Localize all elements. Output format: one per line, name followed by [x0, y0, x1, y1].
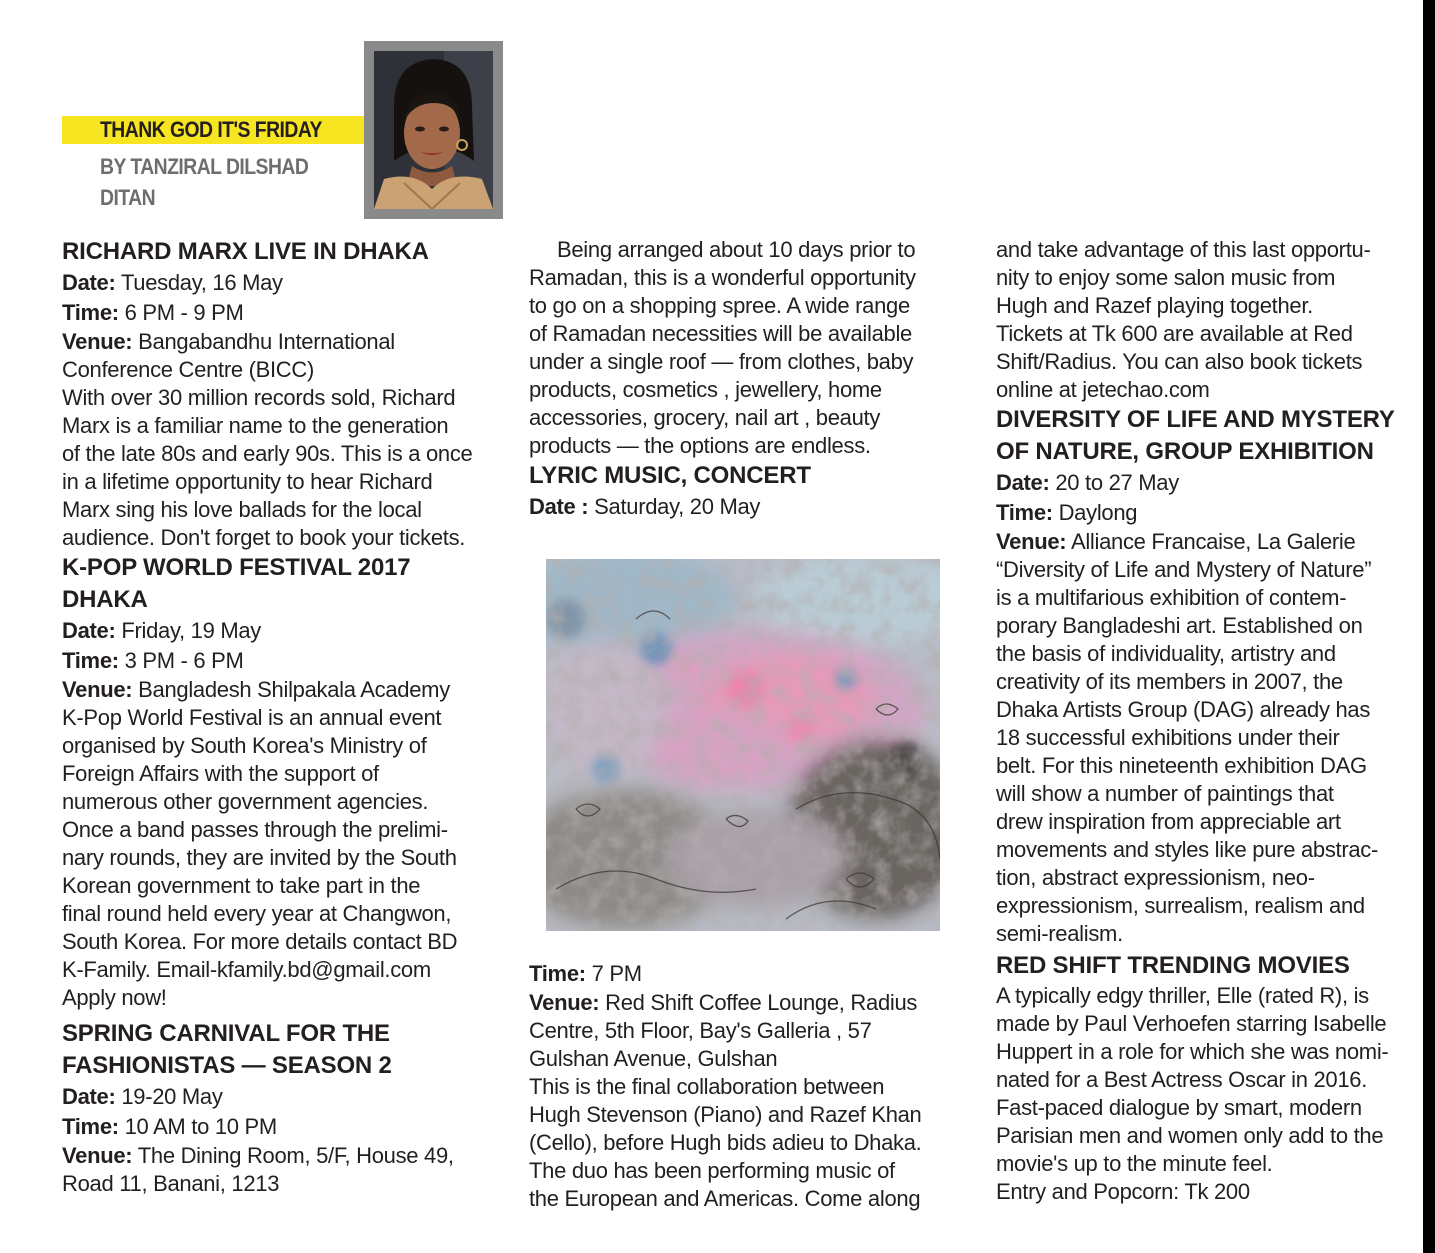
time-label: Time:: [62, 648, 119, 673]
body-line: “Diversity of Life and Mystery of Nature”: [996, 557, 1372, 582]
body-line: accessories, grocery, nail art , beauty: [529, 405, 881, 430]
body-line: Hugh Stevenson (Piano) and Razef Khan: [529, 1102, 922, 1127]
body-line: of the late 80s and early 90s. This is a once: [62, 441, 473, 466]
event-title: OF NATURE, GROUP EXHIBITION: [996, 438, 1374, 465]
body-line: This is the final collaboration between: [529, 1074, 885, 1099]
body-line: Tickets at Tk 600 are available at Red: [996, 321, 1353, 346]
time-value: 6 PM - 9 PM: [124, 300, 244, 325]
body-line: made by Paul Verhoefen starring Isabelle: [996, 1011, 1387, 1036]
body-line: online at jetechao.com: [996, 377, 1210, 402]
text-column-3: [996, 236, 1428, 1206]
body-line: movements and styles like pure abstrac-: [996, 837, 1379, 862]
body-line: semi-realism.: [996, 921, 1123, 946]
time-value: 7 PM: [591, 961, 642, 986]
date-value: 20 to 27 May: [1055, 470, 1179, 495]
event-title: DIVERSITY OF LIFE AND MYSTERY: [996, 406, 1395, 433]
body-line: K-Family. Email-kfamily.bd@gmail.com: [62, 957, 431, 982]
venue-label: Venue:: [62, 1143, 133, 1168]
body-line: The duo has been performing music of: [529, 1158, 895, 1183]
body-line: in a lifetime opportunity to hear Richard: [62, 469, 433, 494]
body-line: nity to enjoy some salon music from: [996, 265, 1336, 290]
body-line: porary Bangladeshi art. Established on: [996, 613, 1363, 638]
date-label: Date:: [62, 270, 116, 295]
body-line: final round held every year at Changwon,: [62, 901, 452, 926]
body-line: Once a band passes through the prelimi-: [62, 817, 448, 842]
time-label: Time:: [62, 1114, 119, 1139]
date-label: Date:: [62, 1084, 116, 1109]
venue-value: Bangladesh Shilpakala Academy: [138, 677, 450, 702]
column-title: THANK GOD IT'S FRIDAY: [100, 117, 322, 142]
author-portrait: [364, 41, 503, 219]
venue-label: Venue:: [62, 329, 133, 354]
body-line: Hugh and Razef playing together.: [996, 293, 1313, 318]
body-line: movie's up to the minute feel.: [996, 1151, 1273, 1176]
byline-line: BY TANZIRAL DILSHAD: [100, 154, 309, 179]
date-label: Date:: [996, 470, 1050, 495]
date-label: Date:: [62, 618, 116, 643]
body-line: of Ramadan necessities will be available: [529, 321, 912, 346]
event-title: RICHARD MARX LIVE IN DHAKA: [62, 238, 429, 265]
body-line: 18 successful exhibitions under their: [996, 725, 1340, 750]
venue-value: Bangabandhu International: [138, 329, 395, 354]
body-line: Dhaka Artists Group (DAG) already has: [996, 697, 1371, 722]
event-description: [529, 236, 969, 460]
date-label: Date :: [529, 494, 589, 519]
time-label: Time:: [996, 500, 1053, 525]
event-title: RED SHIFT TRENDING MOVIES: [996, 952, 1350, 979]
event-description: [529, 1073, 969, 1213]
body-line: Apply now!: [62, 985, 167, 1010]
body-line: nary rounds, they are invited by the South: [62, 845, 457, 870]
body-line: Ramadan, this is a wonderful opportunity: [529, 265, 916, 290]
body-line: K-Pop World Festival is an annual event: [62, 705, 442, 730]
time-value: Daylong: [1058, 500, 1138, 525]
venue-value: The Dining Room, 5/F, House 49,: [137, 1143, 454, 1168]
event-time: [62, 646, 502, 676]
body-line: will show a number of paintings that: [996, 781, 1334, 806]
venue-line: Gulshan Avenue, Gulshan: [529, 1046, 778, 1071]
body-line: (Cello), before Hugh bids adieu to Dhaka.: [529, 1130, 922, 1155]
event-title: DHAKA: [62, 586, 148, 613]
body-line: South Korea. For more details contact BD: [62, 929, 458, 954]
body-line: Parisian men and women only add to the: [996, 1123, 1384, 1148]
body-line: nated for a Best Actress Oscar in 2016.: [996, 1067, 1368, 1092]
venue-label: Venue:: [62, 677, 133, 702]
venue-line: Road 11, Banani, 1213: [62, 1171, 280, 1196]
body-line: drew inspiration from appreciable art: [996, 809, 1341, 834]
body-line: Marx is a familiar name to the generation: [62, 413, 449, 438]
event-date: [996, 468, 1428, 498]
event-title: FASHIONISTAS — SEASON 2: [62, 1052, 392, 1079]
body-line: to go on a shopping spree. A wide range: [529, 293, 910, 318]
body-line: the basis of individuality, artistry and: [996, 641, 1336, 666]
body-line: products, cosmetics , jewellery, home: [529, 377, 882, 402]
exhibition-painting: [546, 559, 940, 931]
event-description: [62, 384, 502, 552]
date-value: Friday, 19 May: [121, 618, 261, 643]
event-venue: [996, 528, 1428, 556]
event-time: [62, 1112, 502, 1142]
body-line: Entry and Popcorn: Tk 200: [996, 1179, 1250, 1204]
time-value: 3 PM - 6 PM: [124, 648, 244, 673]
date-value: Saturday, 20 May: [594, 494, 761, 519]
event-time: [529, 959, 969, 989]
venue-line: Centre, 5th Floor, Bay's Galleria , 57: [529, 1018, 872, 1043]
event-venue: [529, 989, 969, 1017]
body-line: Shift/Radius. You can also book tickets: [996, 349, 1363, 374]
time-value: 10 AM to 10 PM: [124, 1114, 277, 1139]
body-line: A typically edgy thriller, Elle (rated R), is: [996, 983, 1369, 1008]
event-date: [62, 616, 502, 646]
event-description: [996, 236, 1428, 404]
byline: [100, 151, 329, 213]
body-line: expressionism, surrealism, realism and: [996, 893, 1365, 918]
date-value: Tuesday, 16 May: [120, 270, 283, 295]
body-line: audience. Don't forget to book your tickets.: [62, 525, 466, 550]
time-label: Time:: [62, 300, 119, 325]
body-line: Fast-paced dialogue by smart, modern: [996, 1095, 1362, 1120]
event-venue: [62, 676, 502, 704]
event-time: [996, 498, 1428, 528]
body-line: tion, abstract expressionism, neo-: [996, 865, 1315, 890]
body-line: is a multifarious exhibition of contem-: [996, 585, 1347, 610]
event-title: SPRING CARNIVAL FOR THE: [62, 1020, 390, 1047]
body-line: under a single roof — from clothes, baby: [529, 349, 914, 374]
venue-value: Alliance Francaise, La Galerie: [1070, 529, 1356, 554]
event-description: [62, 704, 502, 1012]
abstract-painting-image: [546, 559, 940, 931]
byline-line: DITAN: [100, 185, 156, 210]
body-line: numerous other government agencies.: [62, 789, 429, 814]
event-venue: [62, 1142, 502, 1170]
time-label: Time:: [529, 961, 586, 986]
venue-label: Venue:: [996, 529, 1067, 554]
event-date: [62, 1082, 502, 1112]
event-description: [996, 556, 1428, 948]
text-column-1: [62, 236, 502, 1198]
body-line: creativity of its members in 2007, the: [996, 669, 1343, 694]
body-line: Foreign Affairs with the support of: [62, 761, 379, 786]
event-date: [62, 268, 502, 298]
venue-line: Conference Centre (BICC): [62, 357, 315, 382]
event-time: [62, 298, 502, 328]
event-description: [996, 982, 1428, 1206]
body-line: Being arranged about 10 days prior to: [557, 237, 916, 262]
body-line: products — the options are endless.: [529, 433, 871, 458]
body-line: belt. For this nineteenth exhibition DAG: [996, 753, 1367, 778]
body-line: the European and Americas. Come along: [529, 1186, 921, 1211]
body-line: Korean government to take part in the: [62, 873, 421, 898]
event-title: K-POP WORLD FESTIVAL 2017: [62, 554, 411, 581]
body-line: and take advantage of this last opportu-: [996, 237, 1371, 262]
body-line: organised by South Korea's Ministry of: [62, 733, 427, 758]
event-title: LYRIC MUSIC, CONCERT: [529, 462, 811, 489]
body-line: Huppert in a role for which she was nomi-: [996, 1039, 1389, 1064]
venue-value: Red Shift Coffee Lounge, Radius: [605, 990, 918, 1015]
event-date: [529, 492, 969, 522]
date-value: 19-20 May: [121, 1084, 223, 1109]
event-venue: [62, 328, 502, 356]
venue-label: Venue:: [529, 990, 600, 1015]
author-photo: [374, 51, 493, 209]
body-line: Marx sing his love ballads for the local: [62, 497, 422, 522]
body-line: With over 30 million records sold, Richard: [62, 385, 456, 410]
